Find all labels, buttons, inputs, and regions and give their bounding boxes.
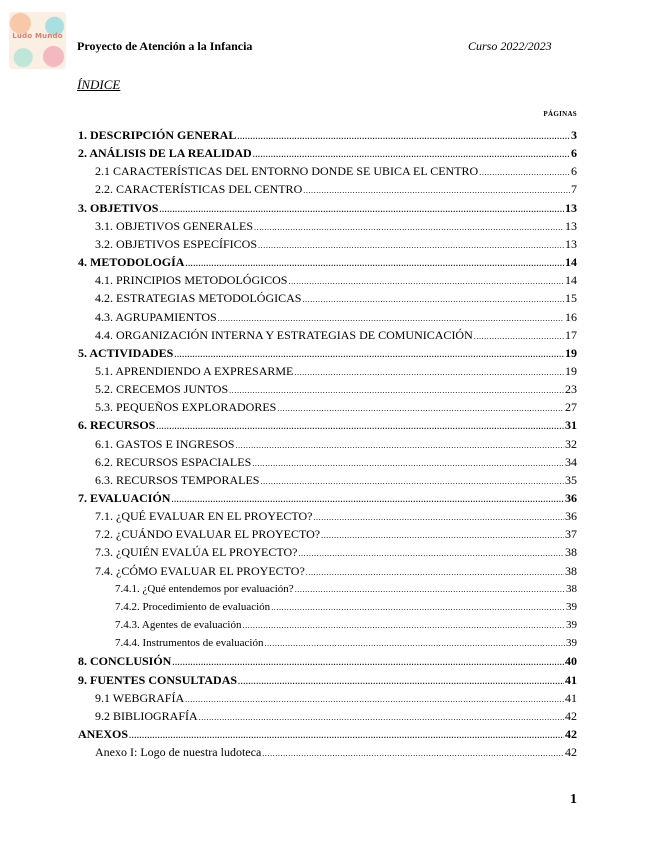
toc-entry[interactable] (95, 508, 577, 525)
toc-entry-title: 6.2. RECURSOS ESPACIALES (95, 454, 252, 469)
toc-entry[interactable] (95, 381, 577, 398)
toc-entry-title: 7.4.4. Instrumentos de evaluación (115, 637, 264, 650)
toc-dot-leader (252, 455, 564, 472)
toc-entry-page: 13 (565, 200, 577, 215)
toc-entry[interactable] (95, 544, 577, 561)
toc-entry-page: 6 (571, 146, 577, 161)
toc-entry[interactable] (78, 200, 577, 217)
toc-entry[interactable] (78, 490, 577, 507)
toc-entry[interactable] (95, 454, 577, 471)
toc-entry[interactable] (95, 309, 577, 326)
toc-entry-title: 6.1. GASTOS E INGRESOS (95, 436, 235, 451)
toc-entry-title: 2. ANÁLISIS DE LA REALIDAD (78, 146, 252, 161)
toc-entry-page: 14 (565, 255, 577, 270)
toc-dot-leader (260, 473, 564, 490)
toc-entry-page: 32 (565, 436, 577, 451)
project-title: Proyecto de Atención a la Infancia (77, 39, 253, 53)
toc-entry-title: 3. OBJETIVOS (78, 200, 159, 215)
toc-entry-page: 38 (566, 582, 577, 595)
toc-entry-page: 40 (565, 654, 577, 669)
toc-dot-leader (258, 237, 564, 254)
toc-dot-leader (479, 164, 570, 181)
toc-entry-page: 7 (571, 182, 577, 197)
toc-entry-title: 1. DESCRIPCIÓN GENERAL (78, 128, 237, 142)
toc-dot-leader (253, 146, 570, 163)
toc-entry[interactable] (95, 744, 577, 761)
toc-dot-leader (271, 599, 565, 616)
toc-entry-page: 16 (565, 309, 577, 324)
toc-entry-page: 13 (565, 218, 577, 233)
toc-entry-page: 41 (565, 672, 577, 687)
toc-entry-title: 4.4. ORGANIZACIÓN INTERNA Y ESTRATEGIAS DE COMUNICACIÓN (95, 327, 473, 342)
toc-entry-page: 38 (565, 545, 577, 560)
toc-entry-page: 31 (565, 418, 577, 433)
toc-entry-page: 19 (565, 345, 577, 360)
toc-entry[interactable] (95, 708, 577, 725)
toc-entry[interactable] (115, 635, 577, 652)
toc-dot-leader (254, 219, 564, 236)
toc-dot-leader (288, 273, 564, 290)
toc-entry-page: 38 (565, 563, 577, 578)
toc-entry-title: ANEXOS (78, 726, 129, 741)
toc-dot-leader (185, 255, 564, 272)
toc-entry-page: 17 (565, 327, 577, 342)
toc-entry[interactable] (95, 272, 577, 289)
toc-entry[interactable] (78, 417, 577, 434)
toc-entry[interactable] (95, 218, 577, 235)
toc-entry-title: Anexo I: Logo de nuestra ludoteca (95, 745, 262, 760)
toc-entry[interactable] (78, 254, 577, 271)
toc-entry[interactable] (95, 290, 577, 307)
toc-entry-title: 5.2. CRECEMOS JUNTOS (95, 382, 229, 397)
toc-entry-title: 7.4. ¿CÓMO EVALUAR EL PROYECTO? (95, 563, 305, 578)
toc-entry-page: 39 (566, 637, 577, 650)
course-label: Curso 2022/2023 (468, 39, 552, 53)
toc-entry-title: 7.2. ¿CUÁNDO EVALUAR EL PROYECTO? (95, 527, 321, 542)
toc-entry[interactable] (95, 181, 577, 198)
toc-entry-title: 4.3. AGRUPAMIENTOS (95, 309, 217, 324)
toc-entry-title: 3.1. OBJETIVOS GENERALES (95, 218, 253, 233)
toc-dot-leader (294, 364, 564, 381)
toc-dot-leader (172, 654, 564, 671)
toc-entry-page: 13 (565, 236, 577, 251)
toc-entry-page: 39 (566, 600, 577, 613)
toc-entry-title: 5. ACTIVIDADES (78, 345, 174, 360)
toc-entry-page: 14 (565, 273, 577, 288)
toc-entry[interactable] (95, 363, 577, 380)
toc-entry-title: 7.3. ¿QUIÉN EVALÚA EL PROYECTO? (95, 545, 298, 560)
toc-dot-leader (277, 400, 564, 417)
toc-entry-title: 9.2 BIBLIOGRAFÍA (95, 708, 198, 723)
toc-entry-title: 2.1 CARACTERÍSTICAS DEL ENTORNO DONDE SE UBICA EL CENTRO (95, 164, 479, 179)
toc-entry[interactable] (95, 526, 577, 543)
toc-entry[interactable] (78, 145, 577, 162)
toc-entry-page: 23 (565, 382, 577, 397)
toc-entry-title: 6. RECURSOS (78, 418, 156, 433)
toc-entry-title: 2.2. CARACTERÍSTICAS DEL CENTRO (95, 182, 303, 197)
index-title: ÍNDICE (77, 77, 121, 92)
toc-entry[interactable] (78, 672, 577, 689)
toc-entry[interactable] (95, 563, 577, 580)
toc-dot-leader (229, 382, 564, 399)
toc-dot-leader (302, 291, 564, 308)
toc-dot-leader (159, 201, 564, 218)
toc-dot-leader (242, 617, 565, 634)
toc-entry-title: 7. EVALUACIÓN (78, 491, 171, 505)
toc-dot-leader (295, 581, 565, 598)
toc-entry[interactable] (95, 163, 577, 180)
toc-entry-title: 5.3. PEQUEÑOS EXPLORADORES (95, 400, 277, 415)
toc-entry-page: 39 (566, 619, 577, 632)
toc-entry-title: 7.1. ¿QUÉ EVALUAR EN EL PROYECTO? (95, 509, 313, 524)
toc-entry[interactable] (95, 236, 577, 253)
toc-entry-page: 42 (565, 708, 577, 723)
toc-dot-leader (171, 491, 564, 508)
toc-dot-leader (235, 437, 564, 454)
toc-entry-page: 37 (565, 527, 577, 542)
page-number: 1 (570, 792, 577, 807)
toc-entry[interactable] (115, 617, 577, 634)
toc-entry[interactable] (78, 726, 577, 743)
toc-entry[interactable] (95, 472, 577, 489)
toc-entry-title: 9. FUENTES CONSULTADAS (78, 672, 238, 687)
toc-entry-page: 19 (565, 363, 577, 378)
toc-entry-page: 34 (565, 454, 577, 469)
toc-dot-leader (264, 635, 565, 652)
toc-entry[interactable] (95, 436, 577, 453)
toc-entry-title: 4.2. ESTRATEGIAS METODOLÓGICAS (95, 291, 302, 306)
toc-dot-leader (199, 709, 564, 726)
toc-entry[interactable] (78, 345, 577, 362)
toc-dot-leader (237, 128, 570, 145)
toc-dot-leader (474, 328, 564, 345)
toc-dot-leader (129, 727, 564, 744)
toc-entry[interactable] (95, 399, 577, 416)
toc-entry[interactable] (78, 127, 577, 144)
toc-entry-page: 15 (565, 291, 577, 306)
toc-entry[interactable] (95, 690, 577, 707)
toc-entry-title: 4.1. PRINCIPIOS METODOLÓGICOS (95, 273, 288, 288)
toc-dot-leader (156, 418, 564, 435)
toc-entry-title: 7.4.2. Procedimiento de evaluación (115, 600, 271, 613)
toc-dot-leader (298, 545, 564, 562)
toc-dot-leader (262, 745, 564, 762)
toc-entry-page: 36 (565, 509, 577, 524)
toc-entry-page: 27 (565, 400, 577, 415)
toc-entry-page: 3 (571, 128, 577, 142)
toc-entry-page: 36 (565, 491, 577, 505)
toc-entry-title: 8. CONCLUSIÓN (78, 654, 172, 669)
pages-column-label: PÁGINAS (543, 110, 577, 118)
toc-dot-leader (321, 527, 564, 544)
toc-entry-title: 9.1 WEBGRAFÍA (95, 690, 185, 705)
toc-entry[interactable] (95, 327, 577, 344)
toc-dot-leader (185, 691, 564, 708)
toc-dot-leader (306, 564, 564, 581)
toc-entry[interactable] (78, 653, 577, 670)
toc-dot-leader (174, 346, 564, 363)
toc-entry-page: 42 (565, 726, 577, 741)
toc-dot-leader (313, 509, 564, 526)
toc-entry[interactable] (115, 599, 577, 616)
toc-entry-page: 6 (571, 164, 577, 179)
toc-entry-page: 41 (565, 690, 577, 705)
toc-dot-leader (303, 182, 570, 199)
toc-entry-page: 42 (565, 745, 577, 760)
toc-entry-title: 7.4.3. Agentes de evaluación (115, 619, 242, 632)
logo-text: Ludo Mundo (12, 32, 63, 40)
toc-entry-title: 5.1. APRENDIENDO A EXPRESARME (95, 363, 294, 378)
toc-dot-leader (238, 673, 564, 690)
toc-entry-title: 6.3. RECURSOS TEMPORALES (95, 472, 260, 487)
toc-entry[interactable] (115, 581, 577, 598)
toc-dot-leader (218, 310, 564, 327)
toc-entry-title: 7.4.1. ¿Qué entendemos por evaluación? (115, 582, 294, 595)
toc-entry-title: 4. METODOLOGÍA (78, 255, 185, 270)
toc-entry-title: 3.2. OBJETIVOS ESPECÍFICOS (95, 236, 258, 251)
toc-entry-page: 35 (565, 472, 577, 487)
